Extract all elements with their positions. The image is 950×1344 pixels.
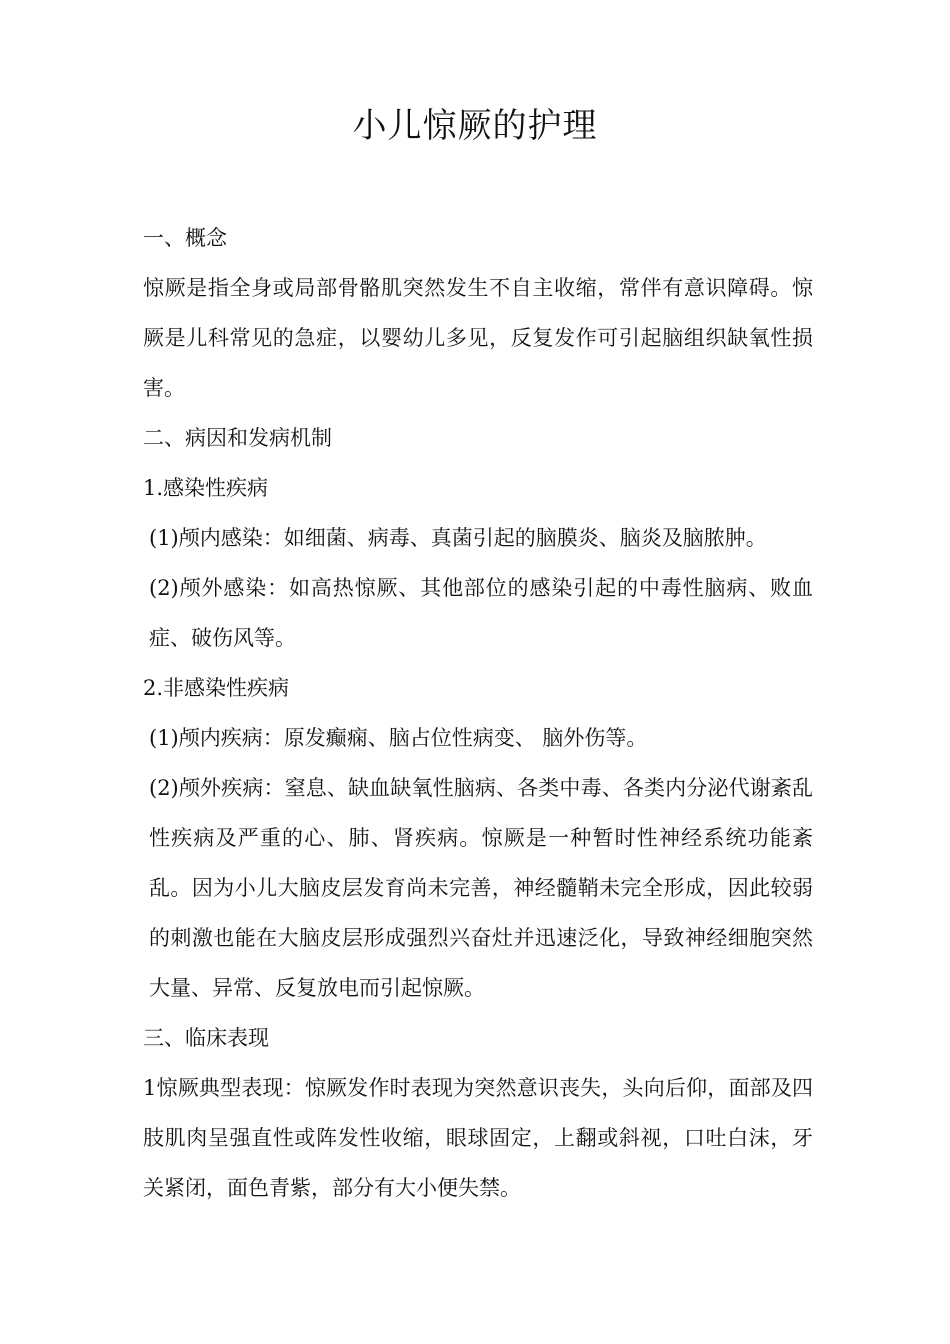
section-heading: 三、临床表现 <box>143 1026 269 1050</box>
paragraph: 惊厥是指全身或局部骨骼肌突然发生不自主收缩，常伴有意识障碍。惊厥是儿科常见的急症，以婴幼儿多见，反复发作可引起脑组织缺氧性损害。 <box>143 276 813 400</box>
subsection-heading: 2.非感染性疾病 <box>143 676 290 700</box>
list-item: (1)颅内感染：如细菌、病毒、真菌引起的脑膜炎、脑炎及脑脓肿。 <box>149 526 767 550</box>
section-heading: 一、概念 <box>143 226 227 250</box>
list-item: (2)颅外感染：如高热惊厥、其他部位的感染引起的中毒性脑病、败血症、破伤风等。 <box>149 576 813 650</box>
document-body <box>143 213 813 1213</box>
section-heading: 二、病因和发病机制 <box>143 426 332 450</box>
subsection-heading: 1.感染性疾病 <box>143 476 269 500</box>
document-title: 小儿惊厥的护理 <box>352 106 598 146</box>
list-item: (2)颅外疾病：窒息、缺血缺氧性脑病、各类中毒、各类内分泌代谢紊乱性疾病及严重的心、肺、肾疾病。惊厥是一种暂时性神经系统功能紊乱。因为小儿大脑皮层发育尚未完善，神经髓鞘未完全形成，因此较弱的刺激也能在大脑皮层形成强烈兴奋灶并迅速泛化，导致神经细胞突然大量、异常、反复放电而引起惊厥。 <box>149 776 813 1000</box>
list-item: (1)颅内疾病：原发癫痫、脑占位性病变、 脑外伤等。 <box>149 726 648 750</box>
paragraph: 1惊厥典型表现：惊厥发作时表现为突然意识丧失，头向后仰，面部及四肢肌肉呈强直性或阵发性收缩，眼球固定，上翻或斜视，口吐白沫，牙关紧闭，面色青紫，部分有大小便失禁。 <box>143 1076 813 1200</box>
